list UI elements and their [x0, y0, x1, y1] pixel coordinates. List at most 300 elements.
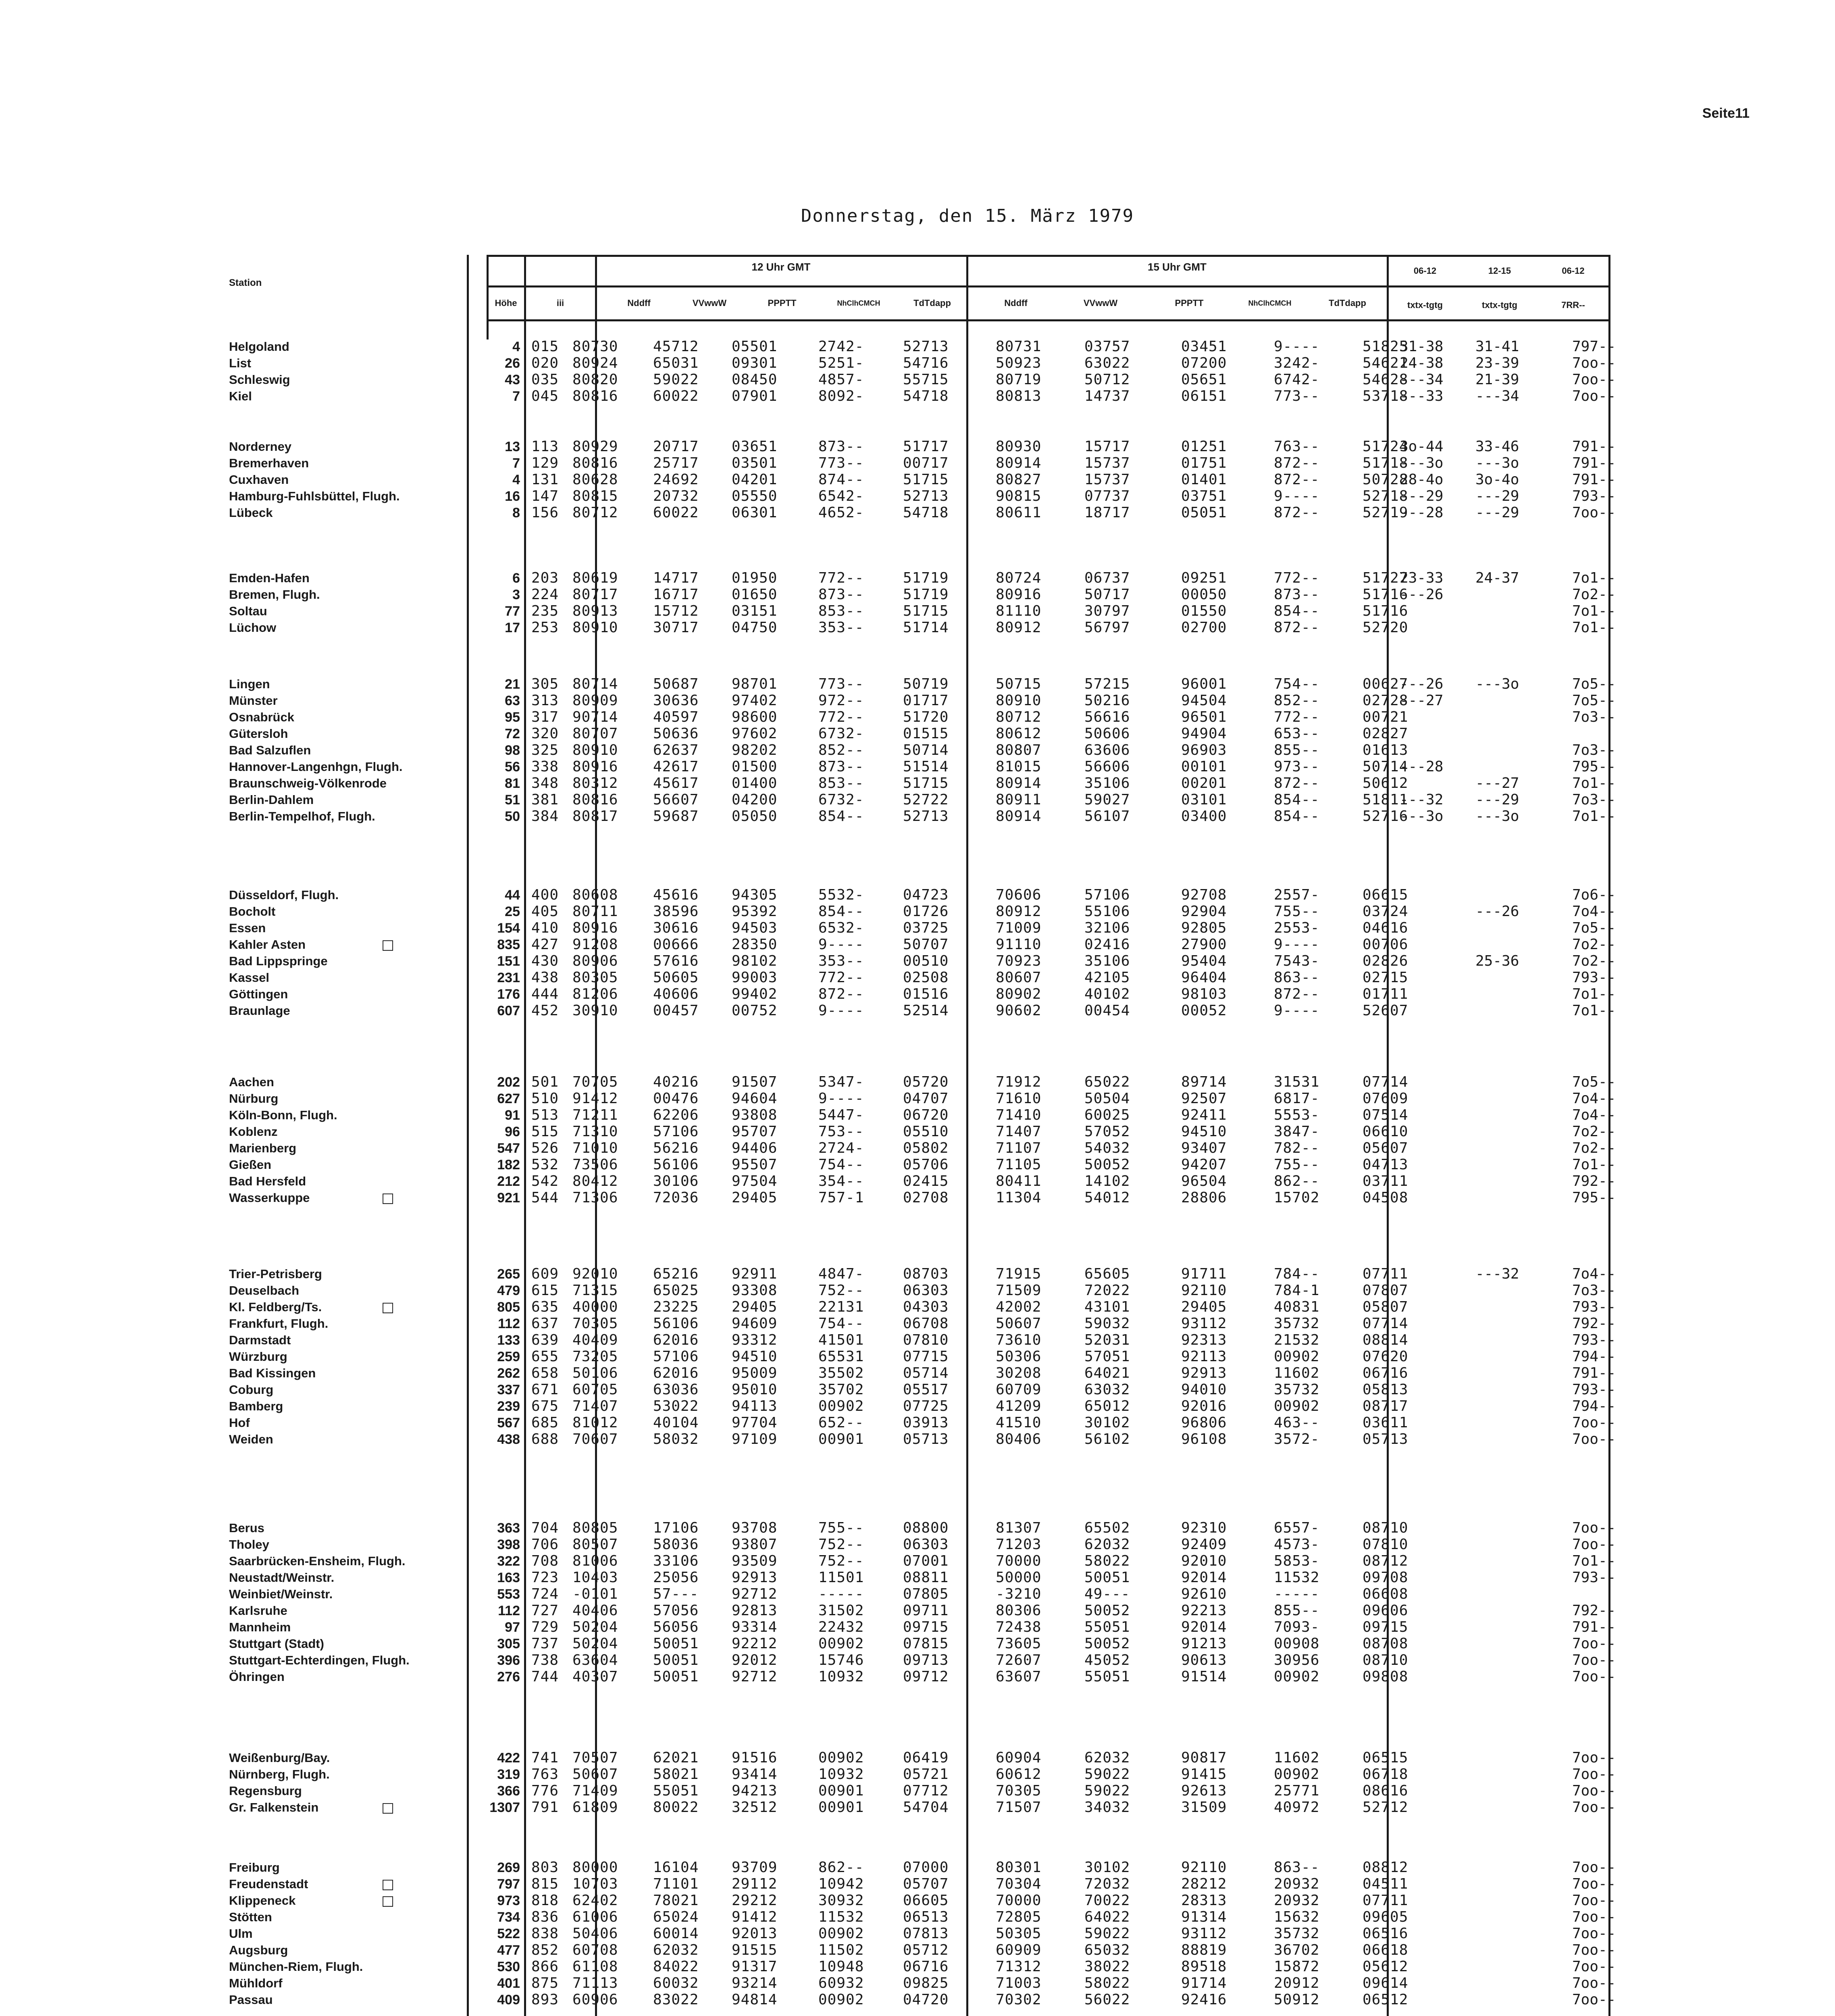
station-id: 706 — [531, 1536, 559, 1553]
obs15-vvwww: 72032 — [1084, 1876, 1130, 1892]
obs15-clouds: 9---- — [1274, 488, 1320, 504]
station-id: 776 — [531, 1783, 559, 1799]
obs15-nddff: 42002 — [996, 1299, 1042, 1315]
obs15-vvwww: 49--- — [1084, 1586, 1130, 1602]
obs12-vvwww: 40104 — [653, 1414, 699, 1431]
station-altitude: 112 — [498, 1316, 520, 1331]
header-12-tdtd: TdTdapp — [913, 298, 951, 308]
obs12-tdtd: 06303 — [903, 1536, 949, 1553]
range-1215: ---26 — [1475, 903, 1519, 920]
obs12-tdtd: 04707 — [903, 1090, 949, 1107]
obs15-clouds: 872-- — [1274, 986, 1320, 1002]
station-altitude: 259 — [497, 1349, 520, 1364]
obs12-nddff: 92010 — [572, 1266, 618, 1282]
obs15-pppt: 96108 — [1181, 1431, 1227, 1447]
obs15-tdtd: 51718 — [1363, 455, 1408, 471]
obs15-clouds: 20932 — [1274, 1892, 1320, 1909]
obs12-nddff: 80711 — [572, 903, 618, 920]
obs12-pppt: 97504 — [732, 1173, 778, 1189]
obs12-vvwww: 50636 — [653, 725, 699, 742]
header-12-pppt: PPPTT — [768, 298, 797, 308]
station-altitude: 202 — [497, 1075, 520, 1090]
obs15-pppt: 00201 — [1181, 775, 1227, 791]
obs12-tdtd: 07813 — [903, 1925, 949, 1942]
obs15-vvwww: 30797 — [1084, 603, 1130, 619]
station-altitude: 91 — [505, 1108, 520, 1123]
obs15-vvwww: 15737 — [1084, 455, 1130, 471]
obs12-tdtd: 07805 — [903, 1586, 949, 1602]
station-name: Bad Kissingen — [229, 1366, 316, 1380]
obs12-pppt: 93414 — [732, 1766, 778, 1783]
obs15-tdtd: 02728 — [1363, 692, 1408, 709]
obs12-vvwww: 45617 — [653, 775, 699, 791]
obs12-pppt: 93314 — [732, 1619, 778, 1635]
obs12-clouds: 773-- — [818, 676, 864, 692]
station-id: 729 — [531, 1619, 559, 1635]
obs15-clouds: 854-- — [1274, 603, 1320, 619]
station-altitude: 398 — [497, 1537, 520, 1552]
obs12-clouds: 00902 — [818, 1991, 864, 2008]
obs15-pppt: 92213 — [1181, 1602, 1227, 1619]
obs12-pppt: 03151 — [732, 603, 778, 619]
obs15-clouds: 862-- — [1274, 1173, 1320, 1189]
header-12-utc: 12 Uhr GMT — [751, 261, 811, 273]
obs15-tdtd: 54621 — [1363, 355, 1408, 371]
obs12-clouds: 9---- — [818, 1002, 864, 1019]
obs15-clouds: 653-- — [1274, 725, 1320, 742]
obs15-tdtd: 50714 — [1363, 758, 1408, 775]
obs15-pppt: 92913 — [1181, 1365, 1227, 1381]
station-id: 609 — [531, 1266, 559, 1282]
station-name: Trier-Petrisberg — [229, 1267, 322, 1281]
obs12-clouds: 4857- — [818, 371, 864, 388]
obs15-clouds: 31531 — [1274, 1074, 1320, 1090]
obs12-nddff: -0101 — [572, 1586, 618, 1602]
station-id: 203 — [531, 570, 559, 586]
obs12-vvwww: 62016 — [653, 1365, 699, 1381]
range-rr: 7oo-- — [1572, 355, 1616, 371]
station-name: Freiburg — [229, 1860, 280, 1874]
obs12-clouds: 00902 — [818, 1925, 864, 1942]
station-altitude: 231 — [497, 970, 520, 985]
range-rr: 7oo-- — [1572, 1958, 1616, 1975]
obs15-nddff: 70000 — [996, 1892, 1042, 1909]
obs12-pppt: 05501 — [732, 338, 778, 355]
obs15-pppt: 96001 — [1181, 676, 1227, 692]
obs15-clouds: 863-- — [1274, 969, 1320, 986]
obs15-tdtd: 52720 — [1363, 619, 1408, 636]
obs15-clouds: 15872 — [1274, 1958, 1320, 1975]
obs15-pppt: 03400 — [1181, 808, 1227, 825]
obs15-vvwww: 59032 — [1084, 1315, 1130, 1332]
station-name: Regensburg — [229, 1784, 302, 1798]
obs12-tdtd: 05517 — [903, 1381, 949, 1398]
range-rr: 792-- — [1572, 1602, 1616, 1619]
obs15-vvwww: 56022 — [1084, 1991, 1130, 2008]
obs15-tdtd: 05612 — [1363, 1958, 1408, 1975]
obs12-clouds: 854-- — [818, 903, 864, 920]
obs15-pppt: 00052 — [1181, 1002, 1227, 1019]
obs15-nddff: 60909 — [996, 1942, 1042, 1958]
obs12-tdtd: 04303 — [903, 1299, 949, 1315]
obs12-tdtd: 02508 — [903, 969, 949, 986]
obs12-vvwww: 20732 — [653, 488, 699, 504]
station-marker: □ — [381, 937, 395, 953]
obs15-tdtd: 07714 — [1363, 1074, 1408, 1090]
obs12-clouds: 9---- — [818, 936, 864, 953]
obs15-vvwww: 65012 — [1084, 1398, 1130, 1414]
station-name: Kassel — [229, 971, 269, 985]
obs15-vvwww: 55106 — [1084, 903, 1130, 920]
station-name: Nürburg — [229, 1091, 279, 1106]
obs12-vvwww: 58032 — [653, 1431, 699, 1447]
station-altitude: 151 — [497, 954, 520, 969]
obs15-vvwww: 43101 — [1084, 1299, 1130, 1315]
station-name: Osnabrück — [229, 710, 294, 724]
obs15-pppt: 92014 — [1181, 1569, 1227, 1586]
obs15-clouds: 4573- — [1274, 1536, 1320, 1553]
obs15-vvwww: 50717 — [1084, 586, 1130, 603]
range-rr: 7o1-- — [1572, 603, 1616, 619]
station-id: 655 — [531, 1348, 559, 1365]
obs12-clouds: 6732- — [818, 725, 864, 742]
range-rr: 7o1-- — [1572, 986, 1616, 1002]
station-altitude: 409 — [497, 1992, 520, 2008]
obs15-pppt: 29405 — [1181, 1299, 1227, 1315]
obs15-pppt: 92708 — [1181, 887, 1227, 903]
obs12-pppt: 08450 — [732, 371, 778, 388]
range-rr: 791-- — [1572, 1619, 1616, 1635]
obs15-nddff: 80807 — [996, 742, 1042, 758]
obs15-tdtd: 52719 — [1363, 504, 1408, 521]
station-altitude: 112 — [498, 1603, 520, 1618]
obs12-nddff: 60906 — [572, 1991, 618, 2008]
station-marker: □ — [381, 1799, 395, 1816]
obs15-vvwww: 62032 — [1084, 1749, 1130, 1766]
obs12-vvwww: 50051 — [653, 1635, 699, 1652]
obs15-vvwww: 40102 — [1084, 986, 1130, 1002]
obs15-vvwww: 50216 — [1084, 692, 1130, 709]
obs15-pppt: 92610 — [1181, 1586, 1227, 1602]
station-name: Hamburg-Fuhlsbüttel, Flugh. — [229, 489, 400, 503]
obs15-nddff: 72607 — [996, 1652, 1042, 1668]
station-id: 838 — [531, 1925, 559, 1942]
station-id: 444 — [531, 986, 559, 1002]
obs15-nddff: 80612 — [996, 725, 1042, 742]
obs15-vvwww: 64021 — [1084, 1365, 1130, 1381]
obs15-nddff: 71915 — [996, 1266, 1042, 1282]
station-name: Bad Hersfeld — [229, 1174, 306, 1188]
station-id: 305 — [531, 676, 559, 692]
obs15-vvwww: 34032 — [1084, 1799, 1130, 1816]
obs12-nddff: 81012 — [572, 1414, 618, 1431]
obs12-tdtd: 54704 — [903, 1799, 949, 1816]
obs12-vvwww: 62016 — [653, 1332, 699, 1348]
obs15-nddff: 71507 — [996, 1799, 1042, 1816]
obs12-clouds: 773-- — [818, 455, 864, 471]
obs15-nddff: 80912 — [996, 619, 1042, 636]
obs12-clouds: 2742- — [818, 338, 864, 355]
obs15-vvwww: 00454 — [1084, 1002, 1130, 1019]
range-0612: ---32 — [1400, 791, 1444, 808]
obs12-tdtd: 05510 — [903, 1123, 949, 1140]
obs12-nddff: 50204 — [572, 1619, 618, 1635]
range-rr: 7oo-- — [1572, 1652, 1616, 1668]
obs15-vvwww: 07737 — [1084, 488, 1130, 504]
obs15-tdtd: 07609 — [1363, 1090, 1408, 1107]
range-0612: ---3o — [1400, 808, 1444, 825]
obs15-vvwww: 60025 — [1084, 1107, 1130, 1123]
obs15-pppt: 94504 — [1181, 692, 1227, 709]
station-name: Düsseldorf, Flugh. — [229, 888, 339, 902]
station-id: 513 — [531, 1107, 559, 1123]
range-rr: 7oo-- — [1572, 371, 1616, 388]
obs15-vvwww: 65605 — [1084, 1266, 1130, 1282]
obs15-tdtd: 08814 — [1363, 1332, 1408, 1348]
obs12-pppt: 97704 — [732, 1414, 778, 1431]
obs12-nddff: 80730 — [572, 338, 618, 355]
range-rr: 7oo-- — [1572, 1635, 1616, 1652]
range-rr: 797-- — [1572, 338, 1616, 355]
station-marker: □ — [381, 1190, 395, 1206]
obs15-pppt: 01550 — [1181, 603, 1227, 619]
obs12-pppt: 29212 — [732, 1892, 778, 1909]
obs15-clouds: 6742- — [1274, 371, 1320, 388]
range-rr: 7oo-- — [1572, 1783, 1616, 1799]
obs15-nddff: 50306 — [996, 1348, 1042, 1365]
header-12-clouds: NhClhCMCH — [837, 299, 880, 307]
range-0612: ---26 — [1400, 676, 1444, 692]
range-0612: 24-38 — [1400, 355, 1444, 371]
obs15-nddff: 80731 — [996, 338, 1042, 355]
obs12-clouds: 5347- — [818, 1074, 864, 1090]
obs12-tdtd: 04720 — [903, 1991, 949, 2008]
station-altitude: 17 — [505, 620, 520, 635]
obs12-clouds: 10932 — [818, 1766, 864, 1783]
obs12-clouds: 31502 — [818, 1602, 864, 1619]
obs12-tdtd: 07000 — [903, 1859, 949, 1876]
obs15-tdtd: 05807 — [1363, 1299, 1408, 1315]
range-rr: 7o1-- — [1572, 1156, 1616, 1173]
station-altitude: 212 — [497, 1174, 520, 1189]
obs15-vvwww: 55051 — [1084, 1668, 1130, 1685]
obs12-vvwww: 65025 — [653, 1282, 699, 1299]
station-name: Würzburg — [229, 1350, 287, 1364]
obs12-vvwww: 53022 — [653, 1398, 699, 1414]
obs15-vvwww: 58022 — [1084, 1975, 1130, 1991]
obs15-nddff: 71912 — [996, 1074, 1042, 1090]
obs15-tdtd: 54628 — [1363, 371, 1408, 388]
obs12-tdtd: 51720 — [903, 709, 949, 725]
station-altitude: 26 — [505, 356, 520, 371]
obs12-nddff: 80913 — [572, 603, 618, 619]
obs15-clouds: 9---- — [1274, 1002, 1320, 1019]
obs12-vvwww: 24692 — [653, 471, 699, 488]
range-rr: 7o1-- — [1572, 1553, 1616, 1569]
obs15-vvwww: 55051 — [1084, 1619, 1130, 1635]
obs12-tdtd: 06513 — [903, 1909, 949, 1925]
obs12-nddff: 50406 — [572, 1925, 618, 1942]
obs12-pppt: 01400 — [732, 775, 778, 791]
obs15-tdtd: 06610 — [1363, 1123, 1408, 1140]
obs15-pppt: 96504 — [1181, 1173, 1227, 1189]
obs15-vvwww: 50052 — [1084, 1156, 1130, 1173]
obs12-vvwww: 56607 — [653, 791, 699, 808]
obs15-vvwww: 56616 — [1084, 709, 1130, 725]
obs15-pppt: 92113 — [1181, 1348, 1227, 1365]
obs15-vvwww: 59022 — [1084, 1766, 1130, 1783]
obs15-vvwww: 57051 — [1084, 1348, 1130, 1365]
station-name: Marienberg — [229, 1141, 297, 1155]
obs12-vvwww: 56106 — [653, 1315, 699, 1332]
obs15-tdtd: 06618 — [1363, 1942, 1408, 1958]
frame-header-bottom-line — [487, 319, 1610, 321]
obs15-tdtd: 50612 — [1363, 775, 1408, 791]
obs15-pppt: 92507 — [1181, 1090, 1227, 1107]
obs15-nddff: 80611 — [996, 504, 1042, 521]
obs12-nddff: 80820 — [572, 371, 618, 388]
obs12-clouds: 5447- — [818, 1107, 864, 1123]
obs15-clouds: 754-- — [1274, 676, 1320, 692]
obs12-pppt: 98202 — [732, 742, 778, 758]
range-rr: 7o5-- — [1572, 1074, 1616, 1090]
obs15-vvwww: 50712 — [1084, 371, 1130, 388]
obs15-clouds: 7093- — [1274, 1619, 1320, 1635]
obs12-vvwww: 60022 — [653, 504, 699, 521]
obs15-nddff: 80914 — [996, 775, 1042, 791]
obs15-clouds: 11602 — [1274, 1365, 1320, 1381]
station-altitude: 50 — [505, 809, 520, 824]
obs15-pppt: 91415 — [1181, 1766, 1227, 1783]
obs15-pppt: 27900 — [1181, 936, 1227, 953]
obs15-nddff: 80306 — [996, 1602, 1042, 1619]
station-name: Bremerhaven — [229, 456, 309, 470]
obs15-clouds: 20912 — [1274, 1975, 1320, 1991]
obs12-clouds: 772-- — [818, 969, 864, 986]
obs12-nddff: 80000 — [572, 1859, 618, 1876]
station-altitude: 133 — [497, 1333, 520, 1348]
obs12-vvwww: 45712 — [653, 338, 699, 355]
station-name: Gütersloh — [229, 727, 288, 741]
station-id: 791 — [531, 1799, 559, 1816]
obs12-tdtd: 54718 — [903, 388, 949, 404]
obs12-tdtd: 05706 — [903, 1156, 949, 1173]
page-title: Donnerstag, den 15. März 1979 — [801, 206, 1134, 226]
range-1215: 31-41 — [1475, 338, 1519, 355]
station-altitude: 21 — [505, 677, 520, 692]
obs15-tdtd: 51825 — [1363, 338, 1408, 355]
obs12-nddff: 80628 — [572, 471, 618, 488]
station-name: Berlin-Dahlem — [229, 793, 314, 807]
obs12-tdtd: 01717 — [903, 692, 949, 709]
station-altitude: 97 — [505, 1620, 520, 1635]
obs15-pppt: 05051 — [1181, 504, 1227, 521]
station-id: 129 — [531, 455, 559, 471]
header-hoehe: Höhe — [495, 298, 517, 308]
station-id: 224 — [531, 586, 559, 603]
obs15-clouds: 00902 — [1274, 1766, 1320, 1783]
obs15-nddff: 63607 — [996, 1668, 1042, 1685]
obs15-pppt: 00101 — [1181, 758, 1227, 775]
obs15-clouds: 00902 — [1274, 1348, 1320, 1365]
obs12-pppt: 95707 — [732, 1123, 778, 1140]
obs15-clouds: 872-- — [1274, 471, 1320, 488]
obs12-vvwww: 60022 — [653, 388, 699, 404]
obs15-nddff: 81015 — [996, 758, 1042, 775]
obs15-tdtd: 52718 — [1363, 488, 1408, 504]
obs15-vvwww: 35106 — [1084, 953, 1130, 969]
obs12-clouds: 11502 — [818, 1942, 864, 1958]
obs12-vvwww: 30636 — [653, 692, 699, 709]
range-0612: ---28 — [1400, 504, 1444, 521]
station-name: Braunlage — [229, 1004, 290, 1018]
obs15-clouds: 5553- — [1274, 1107, 1320, 1123]
range-rr: 7oo-- — [1572, 1431, 1616, 1447]
header-range-1-sub: txtx-tgtg — [1407, 300, 1443, 310]
obs15-pppt: 92805 — [1181, 920, 1227, 936]
obs12-clouds: 754-- — [818, 1156, 864, 1173]
range-rr: 7o2-- — [1572, 1140, 1616, 1156]
obs12-vvwww: 30717 — [653, 619, 699, 636]
station-id: 723 — [531, 1569, 559, 1586]
obs12-pppt: 91317 — [732, 1958, 778, 1975]
obs12-tdtd: 08811 — [903, 1569, 949, 1586]
obs15-pppt: 31509 — [1181, 1799, 1227, 1816]
station-altitude: 734 — [497, 1910, 520, 1925]
range-rr: 7oo-- — [1572, 388, 1616, 404]
obs15-tdtd: 52712 — [1363, 1799, 1408, 1816]
obs15-clouds: 20932 — [1274, 1876, 1320, 1892]
obs12-nddff: 80305 — [572, 969, 618, 986]
obs12-tdtd: 09712 — [903, 1668, 949, 1685]
station-name: Norderney — [229, 439, 292, 454]
station-altitude: 319 — [497, 1767, 520, 1782]
obs12-vvwww: 50051 — [653, 1668, 699, 1685]
station-id: 744 — [531, 1668, 559, 1685]
station-altitude: 973 — [497, 1893, 520, 1908]
obs12-tdtd: 01515 — [903, 725, 949, 742]
obs15-pppt: 95404 — [1181, 953, 1227, 969]
obs15-pppt: 92310 — [1181, 1520, 1227, 1536]
station-altitude: 163 — [497, 1570, 520, 1585]
obs15-tdtd: 04508 — [1363, 1189, 1408, 1206]
header-range-2: 12-15 — [1488, 266, 1511, 276]
range-0612: ---26 — [1400, 586, 1444, 603]
obs12-nddff: 80929 — [572, 438, 618, 455]
obs15-pppt: 28212 — [1181, 1876, 1227, 1892]
obs12-tdtd: 06716 — [903, 1958, 949, 1975]
obs12-tdtd: 05713 — [903, 1431, 949, 1447]
obs12-nddff: 73506 — [572, 1156, 618, 1173]
range-rr: 7oo-- — [1572, 1536, 1616, 1553]
obs15-pppt: 93112 — [1181, 1925, 1227, 1942]
obs15-nddff: 71610 — [996, 1090, 1042, 1107]
range-rr: 7o3-- — [1572, 791, 1616, 808]
obs12-vvwww: 33106 — [653, 1553, 699, 1569]
obs15-pppt: 00050 — [1181, 586, 1227, 603]
obs12-tdtd: 05802 — [903, 1140, 949, 1156]
station-name: Cuxhaven — [229, 473, 289, 487]
station-name: Öhringen — [229, 1670, 285, 1684]
obs12-pppt: 93308 — [732, 1282, 778, 1299]
obs12-pppt: 03651 — [732, 438, 778, 455]
obs12-vvwww: 71101 — [653, 1876, 699, 1892]
obs15-vvwww: 30102 — [1084, 1859, 1130, 1876]
obs12-clouds: 752-- — [818, 1282, 864, 1299]
station-id: 313 — [531, 692, 559, 709]
station-name: Nürnberg, Flugh. — [229, 1767, 330, 1781]
obs15-tdtd: 06515 — [1363, 1749, 1408, 1766]
